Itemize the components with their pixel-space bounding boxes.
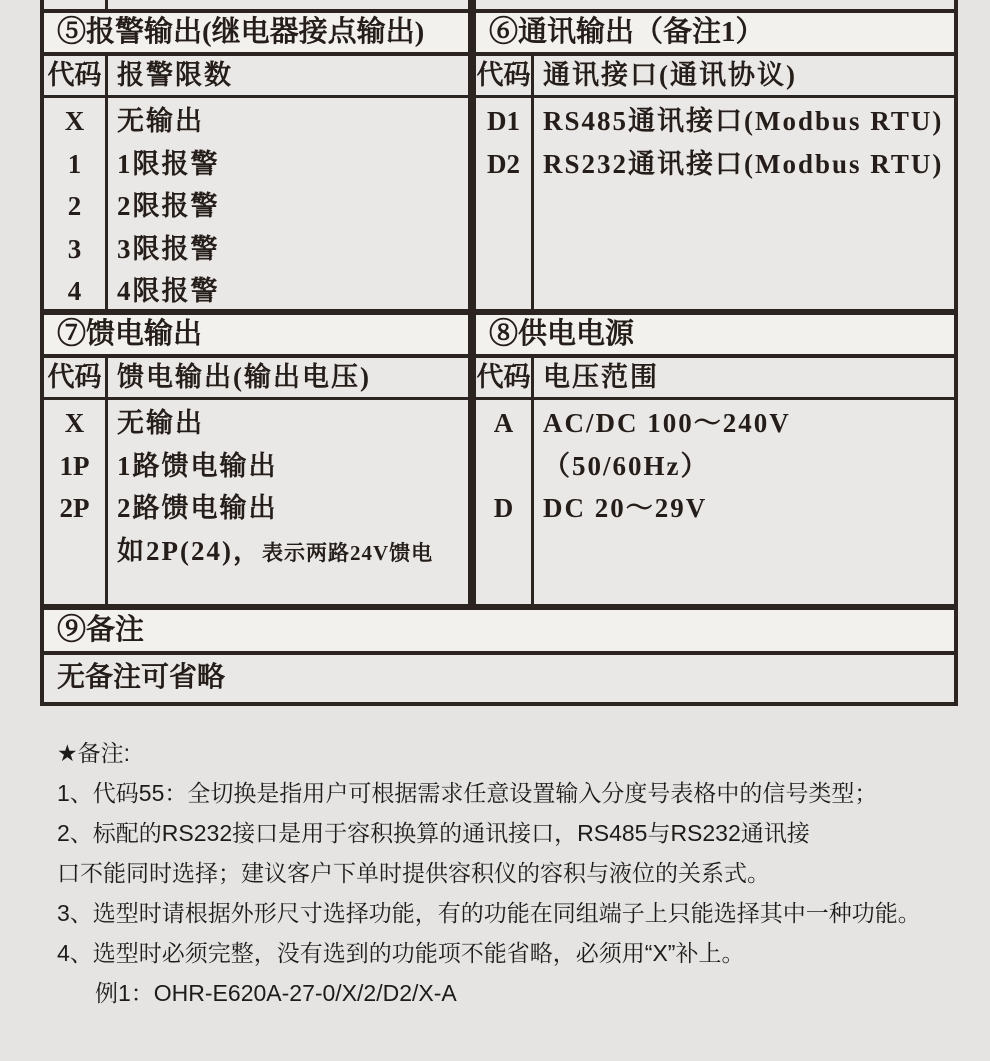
value-cell: （50/60Hz） [543,450,710,481]
value-cell: 2路馈电输出 [117,493,278,523]
value-cell: RS485通讯接口(Modbus RTU) [543,106,944,136]
table-feed-power-header [44,358,468,400]
table-feed-power-output [40,311,472,608]
table-supply-power-title: ⑧供电电源 [476,315,954,358]
footnotes-heading: ★备注: [57,740,131,766]
footnote-line: 3、选型时请根据外形尺寸选择功能，有的功能在同组端子上只能选择其中一种功能。 [57,900,921,926]
code-column [476,98,534,309]
header-code: 代码 [44,358,108,397]
value-column [534,400,791,604]
footnote-line: 4、选型时必须完整，没有选到的功能项不能省略，必须用“X”补上。 [57,940,745,966]
value-column [108,98,220,309]
code-cell: A [493,408,514,438]
table-comm-output-header [476,56,954,98]
value-cell: 无输出 [117,408,204,438]
previous-table-sliver-right [472,0,958,9]
value-cell: 无输出 [117,106,204,136]
value-cell: AC/DC 100～240V [543,408,791,438]
code-cell: D [493,493,514,523]
selection-tables [40,0,958,706]
code-cell: 4 [67,276,82,306]
code-cell: 3 [67,233,82,264]
code-cell: 1 [67,148,82,179]
table-alarm-output [40,9,472,313]
example-prefix: 如2P(24)， [117,535,262,566]
header-code: 代码 [44,56,108,95]
table-alarm-output-header [44,56,468,98]
table-feed-power-body [44,400,468,604]
code-cell: 2P [59,493,90,523]
footnote-line: 口不能同时选择；建议客户下单时提供容积仪的容积与液位的关系式。 [57,860,770,886]
code-cell: 2 [67,191,82,221]
value-cell: RS232通讯接口(Modbus RTU) [543,148,944,179]
table-alarm-output-body [44,98,468,309]
header-code: 代码 [476,358,534,397]
code-cell: X [64,408,85,438]
header-label: 馈电输出(输出电压) [117,362,371,392]
value-cell: 1限报警 [117,148,220,179]
code-column [44,98,108,309]
value-column [534,98,943,309]
header-label: 电压范围 [543,362,659,392]
previous-table-sliver-left [40,0,472,9]
code-cell [44,530,105,573]
code-cell: D1 [487,106,520,136]
table-remark-body: 无备注可省略 [57,662,226,693]
table-comm-output [472,9,958,313]
code-column [476,400,534,604]
table-remark [40,606,958,706]
table-feed-power-title: ⑦馈电输出 [44,315,468,358]
value-cell: 4限报警 [117,276,220,306]
header-code: 代码 [476,56,534,95]
previous-table-sliver [40,0,958,9]
value-cell: 3限报警 [117,233,220,264]
table-supply-power [472,311,958,608]
footnote-line: 1、代码55：全切换是指用户可根据需求任意设置输入分度号表格中的信号类型； [57,780,878,806]
header-label: 通讯接口(通讯协议) [543,60,797,90]
value-cell-example [117,530,433,573]
value-cell: DC 20～29V [543,493,708,523]
example-note: 表示两路24V馈电 [261,540,434,565]
section-row-1 [40,9,958,313]
footnotes-block [57,733,967,1013]
code-cell: 1P [59,450,90,481]
table-comm-output-title: ⑥通讯输出（备注1） [476,13,954,56]
code-column [44,400,108,604]
value-cell: 1路馈电输出 [117,450,278,481]
table-remark-title: ⑨备注 [44,610,954,655]
value-cell: 2限报警 [117,191,220,221]
footnote-line: 2、标配的RS232接口是用于容积换算的通讯接口，RS485与RS232通讯接 [57,820,810,846]
table-comm-output-body [476,98,954,309]
previous-table-column-divider [105,0,108,9]
section-row-2 [40,311,958,608]
code-cell: D2 [487,148,520,179]
footnote-example-line: 例1：OHR-E620A-27-0/X/2/D2/X-A [95,980,457,1006]
table-alarm-output-title: ⑤报警输出(继电器接点输出) [44,13,468,56]
header-label: 报警限数 [117,60,233,90]
code-cell [476,445,531,488]
value-column [108,400,433,604]
table-supply-power-header [476,358,954,400]
code-cell: X [64,106,85,136]
table-supply-power-body [476,400,954,604]
